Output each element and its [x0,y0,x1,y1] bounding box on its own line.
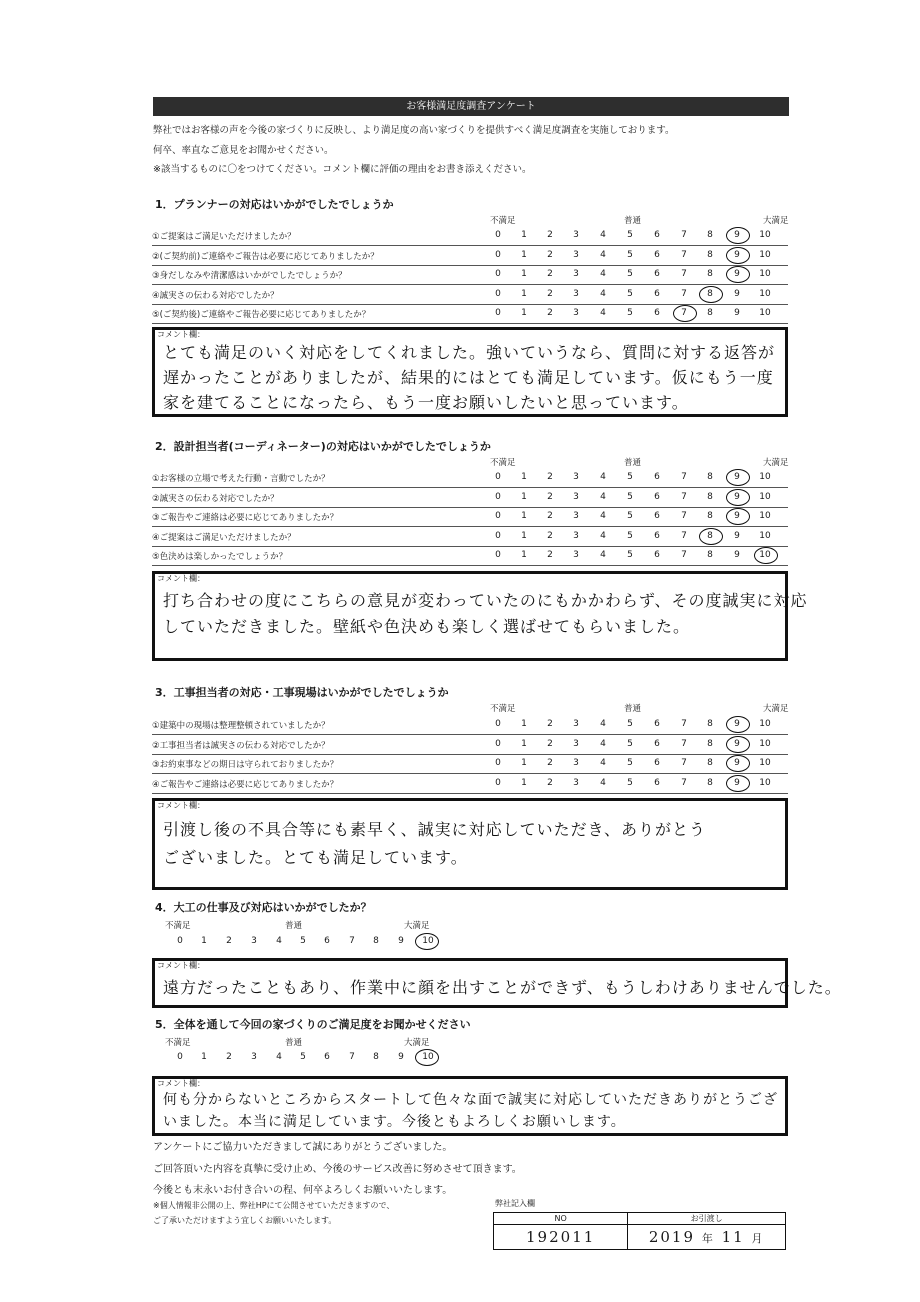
rating-option[interactable]: 10 [422,1052,434,1062]
rating-option[interactable]: 6 [654,491,660,502]
rating-option[interactable]: 2 [547,758,553,768]
intro-line-2: 何卒、率直なご意見をお聞かせください。 [153,145,334,156]
section-5-comment-line: 何も分からないところからスタートして色々な面で誠実に対応していただきありがとうござ [163,1092,778,1108]
rating-option[interactable]: 3 [573,288,579,299]
selected-rating-circle [699,528,723,545]
rating-option[interactable]: 8 [707,550,713,560]
rating-option[interactable]: 0 [495,511,501,521]
scale-low-label: 不満足 [490,458,516,468]
question-row [152,489,788,508]
rating-option[interactable]: 5 [300,936,306,946]
rating-option[interactable]: 7 [681,738,687,749]
question-text: ②(ご契約前)ご連絡やご報告は必要に応じてありましたか？ [152,251,379,262]
section-4-title: 4．大工の仕事及び対応はいかがでしたか？ [155,901,372,914]
section-2-title: 2．設計担当者(コーディネーター)の対応はいかがでしたでしょうか [155,440,491,453]
rating-option[interactable]: 1 [521,550,527,560]
rating-option[interactable]: 3 [573,491,579,502]
rating-option[interactable]: 7 [681,308,687,318]
rating-option[interactable]: 0 [495,288,501,299]
rating-option[interactable]: 8 [707,308,713,318]
rating-option[interactable]: 10 [759,511,771,521]
scale-mid-label: 普通 [285,1038,303,1048]
office-use-table [493,1212,786,1250]
rating-option[interactable]: 3 [573,308,579,318]
rating-option[interactable]: 6 [324,936,330,946]
question-text: ④誠実さの伝わる対応でしたか？ [152,290,279,301]
comment-label: コメント欄： [157,574,205,583]
rating-option[interactable]: 3 [573,269,579,279]
rating-option[interactable]: 5 [627,511,633,521]
scale-low-label: 不満足 [165,921,191,931]
rating-option[interactable]: 8 [707,491,713,502]
rating-option[interactable]: 2 [547,472,553,482]
rating-option[interactable]: 10 [759,491,771,502]
question-row [152,547,788,566]
rating-option[interactable]: 6 [654,550,660,560]
rating-option[interactable]: 5 [627,472,633,482]
rating-option[interactable]: 7 [681,530,687,541]
scale-low-label: 不満足 [490,704,516,714]
delivery-header: お引渡し [628,1213,786,1225]
scale-low-label: 不満足 [165,1038,191,1048]
rating-option[interactable]: 6 [654,269,660,279]
selected-rating-circle [754,547,778,564]
rating-option[interactable]: 9 [734,758,740,768]
rating-option[interactable]: 2 [547,719,553,729]
question-text: ③ご報告やご連絡は必要に応じてありましたか？ [152,513,339,523]
rating-option[interactable]: 9 [734,738,740,749]
rating-option[interactable]: 9 [734,550,740,560]
rating-option[interactable]: 0 [495,269,501,279]
rating-option[interactable]: 1 [521,230,527,240]
question-row [152,528,788,547]
rating-option[interactable]: 2 [547,530,553,541]
footer-line-2: ご回答頂いた内容を真摯に受け止め、今後のサービス改善に努めさせて頂きます。 [153,1164,522,1175]
rating-option[interactable]: 7 [681,758,687,768]
rating-option[interactable]: 0 [495,230,501,240]
rating-option[interactable]: 3 [573,249,579,260]
footer-line-1: アンケートにご協力いただきまして誠にありがとうございました。 [153,1142,453,1153]
rating-option[interactable]: 0 [495,550,501,560]
rating-option[interactable]: 4 [600,472,606,482]
rating-option[interactable]: 5 [627,530,633,541]
scale-mid-label: 普通 [624,216,642,226]
rating-option[interactable]: 10 [759,719,771,729]
rating-option[interactable]: 9 [734,511,740,521]
rating-option[interactable]: 3 [573,472,579,482]
rating-option[interactable]: 8 [373,1052,379,1062]
privacy-line-2: ご了承いただけますよう宜しくお願いいたします。 [153,1216,337,1225]
rating-option[interactable]: 6 [654,288,660,299]
selected-rating-circle [673,305,697,322]
rating-option[interactable]: 6 [654,777,660,788]
rating-option[interactable]: 2 [547,491,553,502]
section-3-comment-line: ございました。とても満足しています。 [163,848,468,867]
rating-option[interactable]: 9 [398,936,404,946]
question-text: ④ご報告やご連絡は必要に応じてありましたか？ [152,779,339,790]
scale-high-label: 大満足 [763,458,789,468]
rating-option[interactable]: 3 [573,230,579,240]
question-row [152,716,788,735]
rating-option[interactable]: 5 [627,249,633,260]
rating-option[interactable]: 7 [349,936,355,946]
rating-option[interactable]: 3 [251,1052,257,1062]
question-row [152,775,788,794]
rating-option[interactable]: 8 [707,758,713,768]
rating-option[interactable]: 9 [734,491,740,502]
rating-option[interactable]: 6 [654,230,660,240]
section-5-comment-box [152,1076,788,1136]
comment-label: コメント欄： [157,801,205,810]
section-4-comment-box [152,958,842,1008]
rating-option[interactable]: 4 [600,550,606,560]
scale-mid-label: 普通 [285,921,303,931]
comment-label: コメント欄： [157,961,205,970]
rating-option[interactable]: 6 [654,719,660,729]
rating-option[interactable]: 0 [177,1052,183,1062]
section-2-comment-line: 打ち合わせの度にこちらの意見が変わっていたのにもかかわらず、その度誠実に対応 [163,591,808,610]
rating-option[interactable]: 5 [627,777,633,788]
question-text: ①お客様の立場で考えた行動・言動でしたか？ [152,474,330,484]
rating-option[interactable]: 1 [521,269,527,279]
section-5-title: 5．全体を通して今回の家づくりのご満足度をお聞かせください [155,1018,471,1031]
rating-option[interactable]: 4 [600,288,606,299]
rating-option[interactable]: 7 [681,472,687,482]
scale-high-label: 大満足 [763,216,789,226]
section-1-comment-line: とても満足のいく対応をしてくれました。強いていうなら、質問に対する返答が [163,343,776,362]
rating-option[interactable]: 10 [759,738,771,749]
question-row [152,508,788,527]
section-4-comment-line: 遠方だったこともあり、作業中に顔を出すことができず、もうしわけありませんでした。 [163,978,842,997]
question-row [152,266,788,285]
rating-option[interactable]: 0 [495,758,501,768]
selected-rating-circle [726,227,750,244]
rating-option[interactable]: 1 [521,308,527,318]
rating-option[interactable]: 2 [547,511,553,521]
rating-option[interactable]: 8 [707,269,713,279]
rating-option[interactable]: 2 [547,249,553,260]
rating-option[interactable]: 7 [681,230,687,240]
scale-high-label: 大満足 [404,1038,430,1048]
section-1-comment-line: 家を建てることになったら、もう一度お願いしたいと思っています。 [163,393,689,412]
rating-option[interactable]: 9 [734,530,740,541]
rating-option[interactable]: 3 [573,530,579,541]
rating-option[interactable]: 4 [600,738,606,749]
rating-option[interactable]: 0 [495,530,501,541]
question-row [152,247,788,266]
rating-option[interactable]: 5 [627,288,633,299]
rating-option[interactable]: 5 [627,738,633,749]
rating-option[interactable]: 7 [681,719,687,729]
rating-option[interactable]: 5 [627,269,633,279]
delivery-month: 11 [721,1228,745,1246]
rating-option[interactable]: 2 [547,738,553,749]
rating-option[interactable]: 8 [707,230,713,240]
section-2-comment-line: していただきました。壁紙や色決めも楽しく選ばせてもらいました。 [163,617,691,636]
rating-option[interactable]: 10 [759,308,771,318]
rating-option[interactable]: 5 [627,230,633,240]
rating-option[interactable]: 2 [547,550,553,560]
rating-option[interactable]: 3 [573,550,579,560]
rating-option[interactable]: 0 [495,777,501,788]
rating-option[interactable]: 7 [681,491,687,502]
rating-option[interactable]: 4 [600,249,606,260]
comment-label: コメント欄： [157,1079,205,1088]
question-text: ①ご提案はご満足いただけましたか？ [152,232,296,242]
rating-option[interactable]: 0 [495,472,501,482]
rating-option[interactable]: 8 [707,288,713,299]
rating-option[interactable]: 8 [707,249,713,260]
rating-option[interactable]: 1 [521,758,527,768]
question-row [152,736,788,755]
section-5-comment-line: いました。本当に満足しています。今後ともよろしくお願いします。 [163,1114,626,1130]
month-unit: 月 [751,1232,765,1245]
footer-line-3: 今後とも末永いお付き合いの程、何卒よろしくお願いいたします。 [153,1185,453,1196]
rating-option[interactable]: 1 [521,249,527,260]
rating-option[interactable]: 9 [734,472,740,482]
rating-option[interactable]: 5 [627,308,633,318]
rating-option[interactable]: 5 [300,1052,306,1062]
rating-option[interactable]: 5 [627,719,633,729]
rating-option[interactable]: 10 [759,530,771,541]
rating-option[interactable]: 10 [759,249,771,260]
question-text: ②誠実さの伝わる対応でしたか？ [152,493,279,504]
rating-option[interactable]: 0 [177,936,183,946]
comment-label: コメント欄： [157,330,205,339]
question-row [152,469,788,488]
rating-option[interactable]: 6 [654,758,660,768]
question-row [152,227,788,246]
selected-rating-circle [415,1049,439,1066]
selected-rating-circle [726,755,750,772]
privacy-line-1: ※個人情報非公開の上、弊社HPにて公開させていただきますので、 [153,1201,395,1210]
section-1-comment-box [152,327,788,417]
scale-low-label: 不満足 [490,216,516,226]
rating-option[interactable]: 4 [600,511,606,521]
section-3-title: 3．工事担当者の対応・工事現場はいかがでしたでしょうか [155,686,449,699]
rating-option[interactable]: 4 [600,719,606,729]
selected-rating-circle [726,716,750,733]
rating-option[interactable]: 1 [521,472,527,482]
rating-option[interactable]: 4 [276,1052,282,1062]
selected-rating-circle [726,508,750,525]
rating-option[interactable]: 9 [734,308,740,318]
intro-line-1: 弊社ではお客様の声を今後の家づくりに反映し、より満足度の高い家づくりを提供すべく満足度調査を実施しております。 [153,125,675,136]
question-text: ⑤色決めは楽しかったでしょうか？ [152,552,288,562]
rating-option[interactable]: 1 [521,530,527,541]
section-2-comment-box [152,571,808,661]
rating-option[interactable]: 8 [707,738,713,749]
intro-line-3: ※該当するものに〇をつけてください。コメント欄に評価の理由をお書き添えください。 [153,164,532,175]
rating-option[interactable]: 1 [521,511,527,521]
rating-option[interactable]: 3 [573,738,579,749]
rating-option[interactable]: 4 [600,308,606,318]
rating-option[interactable]: 8 [373,936,379,946]
rating-option[interactable]: 10 [759,269,771,279]
rating-option[interactable]: 8 [707,719,713,729]
rating-option[interactable]: 6 [654,738,660,749]
question-row [152,305,788,324]
rating-option[interactable]: 3 [573,719,579,729]
rating-option[interactable]: 4 [600,269,606,279]
selected-rating-circle [726,266,750,283]
rating-option[interactable]: 2 [547,269,553,279]
rating-option[interactable]: 8 [707,777,713,788]
rating-option[interactable]: 5 [627,550,633,560]
rating-option[interactable]: 0 [495,738,501,749]
rating-option[interactable]: 3 [251,936,257,946]
rating-option[interactable]: 7 [349,1052,355,1062]
selected-rating-circle [415,933,439,950]
selected-rating-circle [726,247,750,264]
rating-option[interactable]: 3 [573,511,579,521]
rating-option[interactable]: 10 [759,472,771,482]
rating-option[interactable]: 2 [547,308,553,318]
rating-option[interactable]: 1 [521,288,527,299]
question-text: ④ご提案はご満足いただけましたか？ [152,532,296,543]
question-text: ③お約束事などの期日は守られておりましたか？ [152,760,339,770]
selected-rating-circle [726,469,750,486]
rating-option[interactable]: 3 [573,777,579,788]
rating-option[interactable]: 6 [654,472,660,482]
rating-option[interactable]: 5 [627,758,633,768]
rating-option[interactable]: 9 [398,1052,404,1062]
rating-option[interactable]: 10 [759,230,771,240]
scale-mid-label: 普通 [624,458,642,468]
question-row [152,755,788,774]
question-text: ③身だしなみや清潔感はいかがでしたでしょうか？ [152,271,347,281]
rating-option[interactable]: 6 [654,530,660,541]
rating-option[interactable]: 1 [521,777,527,788]
rating-option[interactable]: 9 [734,777,740,788]
rating-option[interactable]: 7 [681,269,687,279]
rating-option[interactable]: 9 [734,249,740,260]
rating-option[interactable]: 1 [201,936,207,946]
rating-option[interactable]: 10 [759,288,771,299]
rating-option[interactable]: 3 [573,758,579,768]
question-text: ⑤(ご契約後)ご連絡やご報告必要に応じてありましたか？ [152,310,371,320]
rating-option[interactable]: 0 [495,719,501,729]
rating-option[interactable]: 9 [734,269,740,279]
rating-option[interactable]: 10 [759,758,771,768]
rating-option[interactable]: 8 [707,511,713,521]
rating-option[interactable]: 1 [521,491,527,502]
scale-high-label: 大満足 [404,921,430,931]
rating-option[interactable]: 9 [734,288,740,299]
rating-option[interactable]: 2 [547,288,553,299]
rating-option[interactable]: 1 [201,1052,207,1062]
rating-option[interactable]: 8 [707,530,713,541]
rating-option[interactable]: 10 [422,936,434,946]
rating-option[interactable]: 9 [734,230,740,240]
section-3-comment-box [152,798,788,890]
question-text: ①建築中の現場は整理整頓されていましたか？ [152,721,330,731]
rating-option[interactable]: 7 [681,777,687,788]
no-value: 192011 [494,1225,628,1250]
rating-option[interactable]: 0 [495,308,501,318]
delivery-date [628,1225,786,1250]
rating-option[interactable]: 4 [600,777,606,788]
section-1-title: 1．プランナーの対応はいかがでしたでしょうか [155,198,394,211]
delivery-year: 2019 [648,1228,696,1246]
question-row [152,286,788,305]
rating-option[interactable]: 2 [226,936,232,946]
survey-title: お客様満足度調査アンケート [153,97,789,116]
rating-option[interactable]: 0 [495,249,501,260]
selected-rating-circle [726,736,750,753]
question-text: ②工事担当者は誠実さの伝わる対応でしたか？ [152,740,330,751]
rating-option[interactable]: 6 [654,308,660,318]
rating-option[interactable]: 1 [521,738,527,749]
rating-option[interactable]: 7 [681,288,687,299]
office-use-label: 弊社記入欄 [495,1199,535,1208]
rating-option[interactable]: 10 [759,550,771,560]
selected-rating-circle [726,489,750,506]
rating-option[interactable]: 6 [654,249,660,260]
year-unit: 年 [701,1232,715,1245]
rating-option[interactable]: 0 [495,491,501,502]
scale-mid-label: 普通 [624,704,642,714]
rating-option[interactable]: 4 [600,758,606,768]
rating-option[interactable]: 4 [600,491,606,502]
rating-option[interactable]: 4 [600,530,606,541]
rating-option[interactable]: 9 [734,719,740,729]
rating-option[interactable]: 4 [276,936,282,946]
rating-option[interactable]: 6 [324,1052,330,1062]
selected-rating-circle [726,775,750,792]
rating-option[interactable]: 7 [681,511,687,521]
rating-option[interactable]: 7 [681,249,687,260]
rating-option[interactable]: 2 [547,777,553,788]
rating-option[interactable]: 7 [681,550,687,560]
rating-option[interactable]: 5 [627,491,633,502]
rating-option[interactable]: 2 [547,230,553,240]
rating-option[interactable]: 1 [521,719,527,729]
rating-option[interactable]: 6 [654,511,660,521]
section-3-comment-line: 引渡し後の不具合等にも素早く、誠実に対応していただき、ありがとう [163,820,707,839]
scale-high-label: 大満足 [763,704,789,714]
section-1-comment-line: 遅かったことがありましたが、結果的にはとても満足しています。仮にもう一度 [163,368,774,387]
no-header: NO [494,1213,628,1225]
rating-option[interactable]: 4 [600,230,606,240]
rating-option[interactable]: 2 [226,1052,232,1062]
rating-option[interactable]: 10 [759,777,771,788]
rating-option[interactable]: 8 [707,472,713,482]
selected-rating-circle [699,286,723,303]
